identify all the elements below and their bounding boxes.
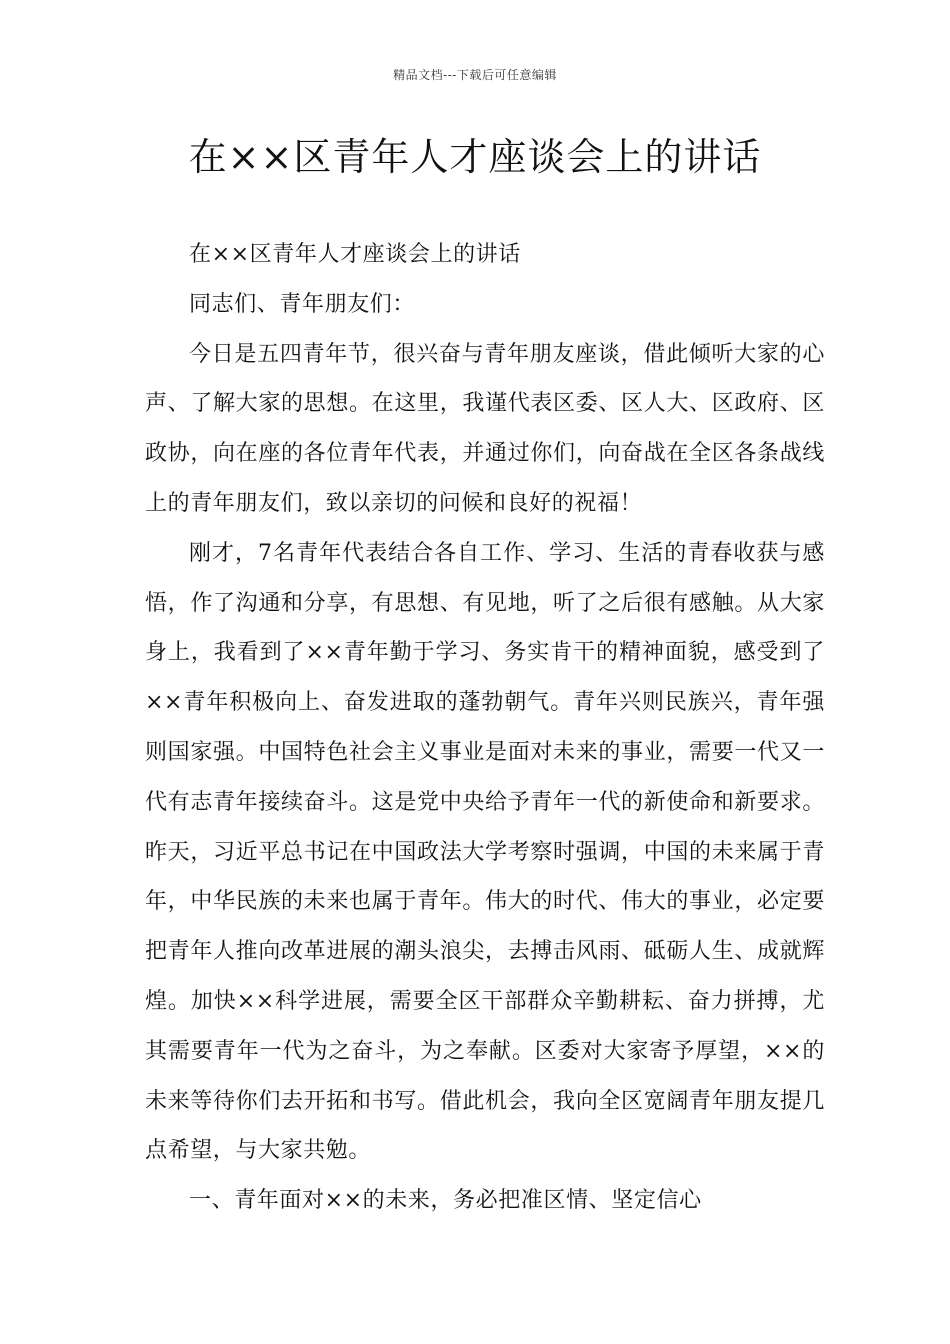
- paragraph-salutation: 同志们、青年朋友们：: [189, 291, 416, 317]
- document-body: [145, 230, 825, 1226]
- paragraph-main: 刚才，7名青年代表结合各自工作、学习、生活的青春收获与感悟，作了沟通和分享，有思想、有见地，听了之后很有感触。从大家身上，我看到了××青年勤于学习、务实肯干的精神面貌，感受到了××青年积极向上、奋发进取的蓬勃朝气。青年兴则民族兴，青年强则国家强。中国特色社会主义事业是面对未来的事业，需要一代又一代有志青年接续奋斗。这是党中央给予青年一代的新使命和新要求。昨天，习近平总书记在中国政法大学考察时强调，中国的未来属于青年，中华民族的未来也属于青年。伟大的时代、伟大的事业，必定要把青年人推向改革进展的潮头浪尖，去搏击风雨、砥砺人生、成就辉煌。加快××科学进展，需要全区干部群众辛勤耕耘、奋力拼搏，尤其需要青年一代为之奋斗，为之奉献。区委对大家寄予厚望，××的未来等待你们去开拓和书写。借此机会，我向全区宽阔青年朋友提几点希望，与大家共勉。: [145, 540, 825, 1164]
- section-heading-1: 一、青年面对××的未来，务必把准区情、坚定信心: [189, 1188, 702, 1214]
- paragraph-subtitle: 在××区青年人才座谈会上的讲话: [189, 242, 521, 267]
- document-title: 在××区青年人才座谈会上的讲话: [188, 135, 762, 179]
- header-note: 精品文档---下载后可任意编辑: [393, 68, 557, 82]
- paragraph-greeting: 今日是五四青年节，很兴奋与青年朋友座谈，借此倾听大家的心声、了解大家的思想。在这里，我谨代表区委、区人大、区政府、区政协，向在座的各位青年代表，并通过你们，向奋战在全区各条战线上的青年朋友们，致以亲切的问候和良好的祝福！: [145, 341, 825, 516]
